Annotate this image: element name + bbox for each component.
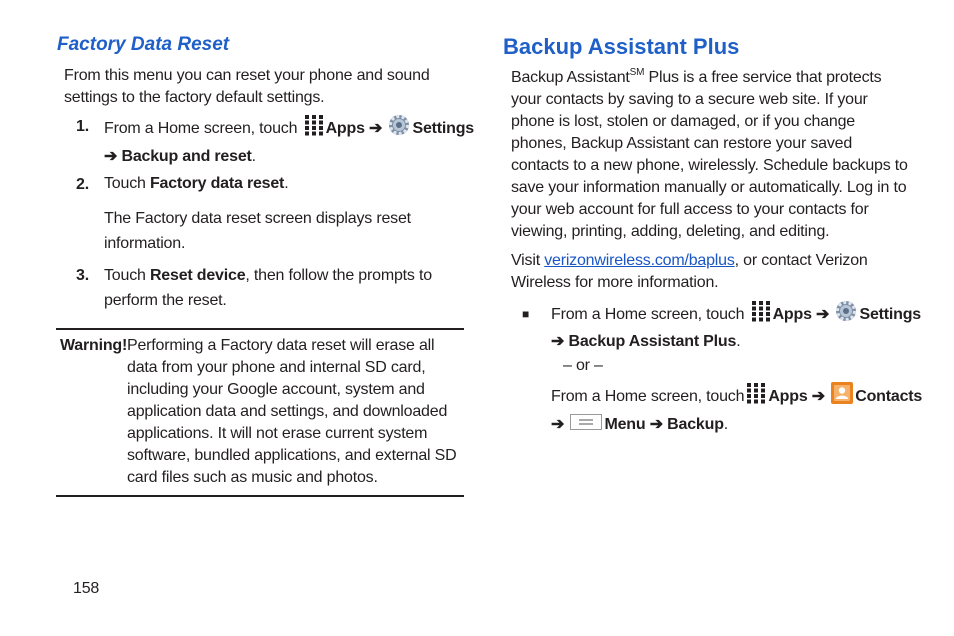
punct: . (284, 175, 289, 192)
section-heading-factory-reset: Factory Data Reset (57, 34, 230, 55)
service-mark: SM (629, 67, 645, 78)
baplus-link[interactable]: verizonwireless.com/baplus (544, 252, 735, 269)
factory-reset-intro: From this menu you can reset your phone and sound settings to the factory default settings. (64, 67, 430, 106)
punct: . (251, 148, 256, 165)
visit-text: Visit (511, 252, 540, 269)
bullet-marker: ■ (522, 307, 530, 321)
section-heading-backup-assistant: Backup Assistant Plus (503, 34, 740, 59)
menu-option: Factory data reset (149, 175, 285, 192)
apps-grid-icon (304, 114, 324, 144)
arrow: ➔ (104, 148, 118, 165)
menu-path: Backup and reset (121, 148, 252, 165)
warning-bottom-rule (56, 495, 464, 497)
step-text: Touch (104, 175, 146, 192)
step-2-note: The Factory data reset screen displays reset information. (104, 210, 411, 252)
step-text: Touch (104, 267, 146, 284)
menu-option: Reset device (149, 267, 246, 284)
description-text: Backup Assistant (511, 69, 630, 86)
menu-path: Backup Assistant Plus (568, 333, 737, 350)
step-text: From a Home screen, touch (104, 120, 298, 138)
backup-label: Backup (667, 416, 724, 434)
apps-grid-icon (746, 382, 766, 412)
description-text: Plus is a free service that protects your contacts by saving to a secure web site. If your phone is lost, stolen or damaged, or if you change phones, Backup Assistant can restore your saved contacts to a new phone, wirelessly. Schedule backups to save your information manually or automatically. Log in to your web account for full access to your contacts for viewing, printing, adding, deleting, and editing. (511, 69, 908, 240)
step-2-text (104, 173, 474, 195)
arrow: ➔ (551, 416, 565, 434)
warning-label (60, 335, 127, 357)
step-1-text (104, 114, 474, 169)
warning-top-rule (56, 328, 464, 330)
menu-key-icon (570, 412, 602, 438)
apps-grid-icon (751, 300, 771, 330)
arrow: ➔ (811, 388, 825, 406)
backup-assistant-description (511, 67, 913, 243)
or-separator: – or – (563, 357, 603, 374)
warning-text: Performing a Factory data reset will erase all data from your phone and internal SD card, including your Google account, system and application data and settings, and downloaded applications. It will not erase current system software, bundled applications, and external SD card files such as music and photos. (127, 337, 457, 486)
settings-gear-icon (388, 114, 410, 144)
step-text: , then follow the prompts to perform the reset. (104, 267, 432, 309)
arrow: ➔ (649, 416, 663, 434)
punct: . (736, 333, 741, 350)
settings-gear-icon (835, 300, 857, 330)
page-number: 158 (73, 580, 100, 597)
alt-instruction (551, 382, 931, 438)
arrow: ➔ (551, 333, 565, 350)
arrow: ➔ (369, 120, 383, 138)
step-number: 2. (76, 176, 89, 193)
contacts-icon (831, 382, 853, 412)
bullet-text (551, 300, 921, 354)
visit-paragraph (511, 250, 916, 294)
step-number: 3. (76, 267, 89, 284)
step-3-text (104, 263, 444, 313)
apps-label: Apps (325, 120, 365, 138)
contacts-label: Contacts (855, 388, 923, 406)
apps-label: Apps (772, 306, 812, 324)
apps-label: Apps (768, 388, 808, 406)
settings-label: Settings (412, 120, 475, 138)
settings-label: Settings (859, 306, 922, 324)
warning-label-text: Warning! (60, 337, 128, 354)
bullet-step-text: From a Home screen, touch (551, 306, 745, 324)
visit-text: , or contact Verizon Wireless for more information. (511, 252, 868, 291)
menu-label: Menu (604, 416, 646, 434)
alt-step-text: From a Home screen, touch (551, 388, 745, 406)
punct: . (723, 416, 729, 434)
step-number: 1. (76, 118, 89, 135)
arrow: ➔ (816, 306, 830, 324)
